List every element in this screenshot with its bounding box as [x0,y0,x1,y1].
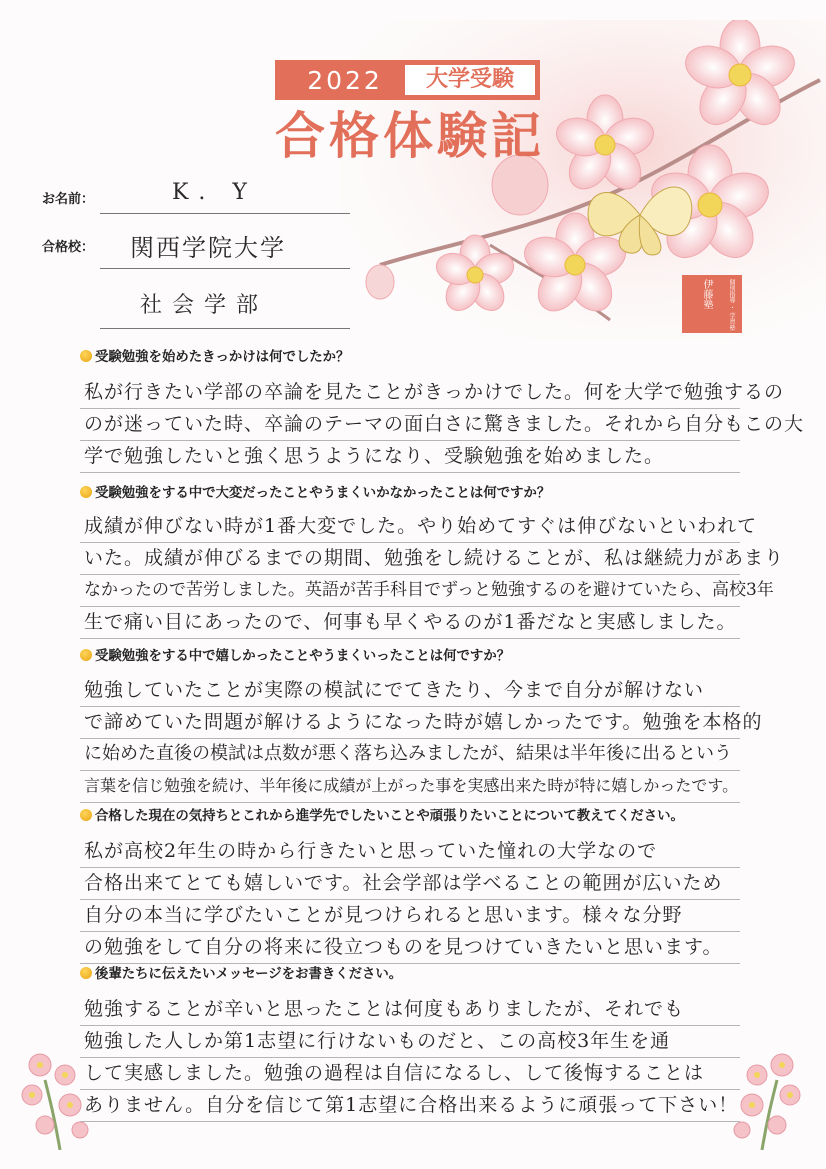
rule [80,1121,740,1122]
question-text: 受験勉強をする中で嬉しかったことやうまくいったことは何ですか？ [95,649,511,664]
name-value: K. Y [172,180,257,205]
answer-4-line-2: 合格出来てとても嬉しいです。社会学部は学べることの範囲が広いため [84,872,723,894]
faculty-value: 社会学部 [140,293,269,318]
bullet-icon [80,967,92,979]
faculty-underline [100,328,350,329]
question-text: 合格した現在の気持ちとこれから進学先でしたいことや頑張りたいことについて教えてください。 [95,809,684,824]
rule [80,963,740,964]
rule [80,472,740,473]
question-3 [80,648,510,666]
answer-1-line-1: 私が行きたい学部の卒論を見たことがきっかけでした。何を大学で勉強するの [84,381,785,403]
logo-subtext: 個別指導 ・ 学習塾 [728,279,735,331]
rule [80,638,740,639]
question-text: 受験勉強を始めたきっかけは何でしたか？ [95,350,350,365]
rule [80,802,740,803]
year-label: 2022 [307,66,383,95]
school-logo [682,275,742,333]
answer-2-line-4: 生で痛い目にあったので、何事も早くやるのが1番だなと実感しました。 [84,611,737,633]
question-2 [80,485,550,503]
school-value: 関西学院大学 [130,234,286,262]
logo-text: 伊藤塾 [701,279,712,309]
answer-3-line-2: で諦めていた問題が解けるようになった時が嬉しかったです。勉強を本格的 [84,711,763,733]
school-underline [100,268,350,269]
answer-3-line-4: 言葉を信じ勉強を続け、半年後に成績が上がった事を実感出来た時が特に嬉しかったです。 [84,776,739,795]
answer-5-line-3: して実感しました。勉強の過程は自信になるし、して後悔することは [84,1062,705,1084]
answer-2-line-3: なかったので苦労しました。英語が苦手科目でずっと勉強するのを避けていたら、高校3年 [84,580,774,600]
page-title: 合格体験記 [275,107,545,165]
exam-label: 大学受験 [405,65,535,95]
name-label: お名前： [42,192,95,207]
bullet-icon [80,649,92,661]
school-label: 合格校： [42,240,95,255]
bullet-icon [80,350,92,362]
answer-5-line-4: ありません。自分を信じて第1志望に合格出来るように頑張って下さい！ [84,1094,739,1116]
name-underline [100,213,350,214]
answer-1-line-3: 学で勉強したいと強く思うようになり、受験勉強を始めました。 [84,445,665,467]
question-4 [80,808,684,826]
answer-4-line-1: 私が高校2年生の時から行きたいと思っていた憧れの大学なので [84,840,658,862]
answer-2-line-1: 成績が伸びない時が1番大変でした。やり始めてすぐは伸びないといわれて [84,515,758,537]
question-5 [80,966,402,984]
bullet-icon [80,486,92,498]
answer-3-line-1: 勉強していたことが実際の模試にでてきたり、今まで自分が解けない [84,679,705,701]
answer-2-line-2: いた。成績が伸びるまでの期間、勉強をし続けることが、私は継続力があまり [84,547,785,569]
answer-5-line-2: 勉強した人しか第1志望に行けないものだと、この高校3年生を通 [84,1030,671,1052]
question-text: 後輩たちに伝えたいメッセージをお書きください。 [95,967,403,982]
answer-5-line-1: 勉強することが辛いと思ったことは何度もありましたが、それでも [84,998,685,1020]
answer-1-line-2: のが迷っていた時、卒論のテーマの面白さに驚きました。それから自分もこの大 [84,413,805,435]
bullet-icon [80,809,92,821]
question-text: 受験勉強をする中で大変だったことやうまくいかなかったことは何ですか？ [95,486,551,501]
year-banner [275,60,540,100]
answer-4-line-4: の勉強をして自分の将来に役立つものを見つけていきたいと思います。 [84,936,723,958]
question-1 [80,349,349,367]
answer-4-line-3: 自分の本当に学びたいことが見つけられると思います。様々な分野 [84,904,683,926]
answer-3-line-3: に始めた直後の模試は点数が悪く落ち込みましたが、結果は半年後に出るという [84,743,732,764]
